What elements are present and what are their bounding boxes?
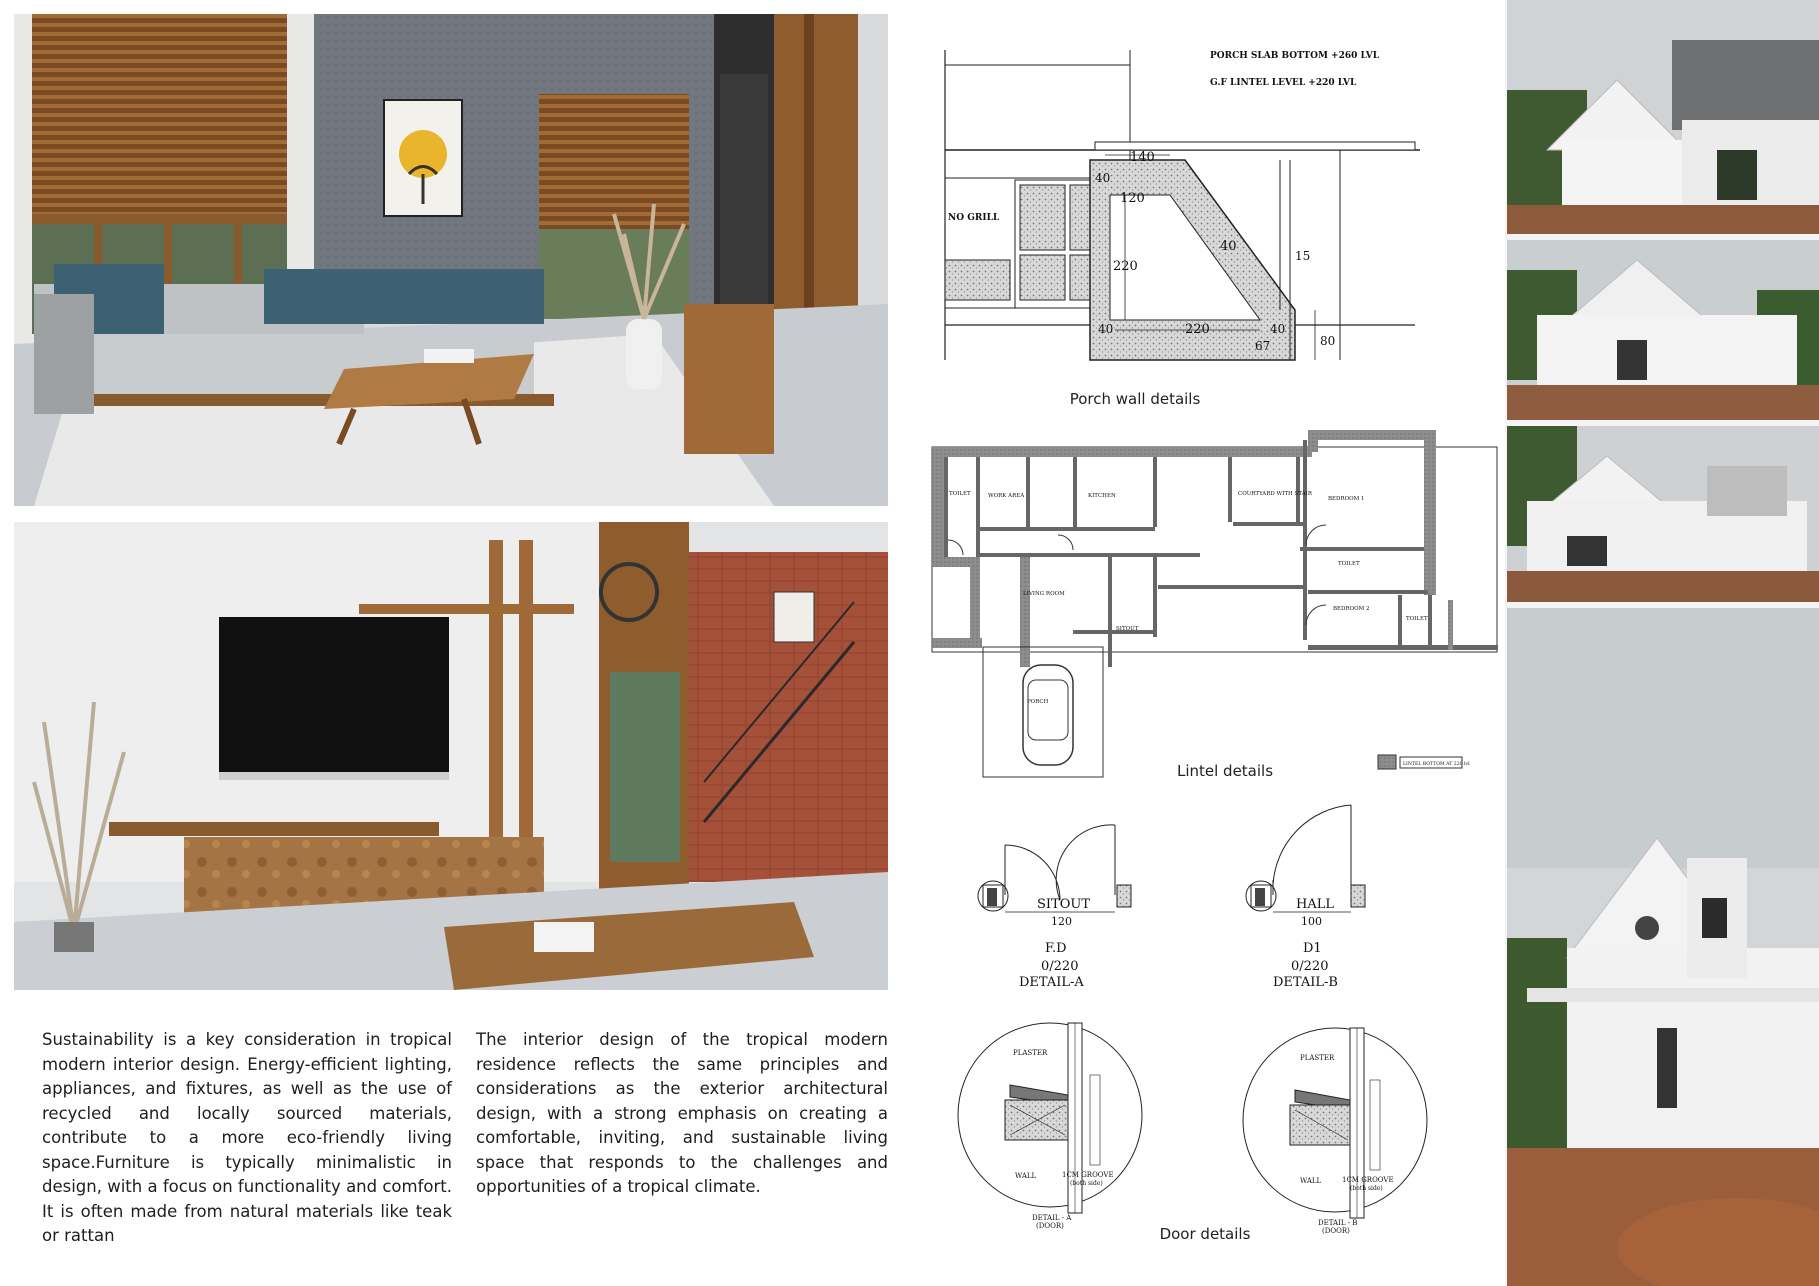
- site-photo-3: [1507, 426, 1819, 602]
- door-b-width: 100: [1301, 915, 1322, 928]
- porch-slab-label: PORCH SLAB BOTTOM +260 LVL: [1210, 51, 1380, 61]
- room-porch: PORCH: [1027, 699, 1049, 705]
- paragraph-interior-design: The interior design of the tropical modern residence reflects the same principles and considerations as the exterior architectural design, with a strong emphasis on creating a comfortable, inviting, and sustainable living space that responds to the challenges and opportunities of a tropical climate.: [476, 1030, 888, 1196]
- living-room-render: [14, 14, 888, 506]
- room-living: LIVING ROOM: [1023, 591, 1065, 597]
- lintel-legend-label: LINTEL BOTTOM AT 220 lvl: [1403, 762, 1470, 767]
- room-bedroom-2: BEDROOM 2: [1333, 606, 1370, 612]
- door-a-detail: DETAIL-A: [1019, 975, 1084, 990]
- door-details-caption: Door details: [1159, 1225, 1251, 1243]
- no-grill-label: NO GRILL: [948, 213, 1000, 223]
- door-b-room: HALL: [1296, 897, 1334, 912]
- section-b-plaster: PLASTER: [1300, 1054, 1335, 1062]
- door-a-room: SITOUT: [1037, 897, 1090, 912]
- room-toilet-1: TOILET: [949, 491, 971, 497]
- dim-67: 67: [1255, 339, 1271, 353]
- room-work-area: WORK AREA: [988, 493, 1025, 499]
- lintel-caption: Lintel details: [1176, 762, 1274, 780]
- door-b-detail: DETAIL-B: [1273, 975, 1338, 990]
- section-a-caption-sub: (DOOR): [1036, 1222, 1064, 1230]
- paragraph-sustainability: Sustainability is a key consideration in tropical modern interior design. Energy-efficient lighting, appliances, and fixtures, as well as the use of recycled and locally sourced materials, contribute to a more eco-friendly living space.Furniture is typically minimalistic in design, with a focus on functionality and comfort. It is often made from natural materials like teak or rattan: [42, 1030, 452, 1245]
- room-sitout: SITOUT: [1116, 626, 1139, 632]
- site-photo-1: [1507, 0, 1819, 234]
- site-photo-2: [1507, 240, 1819, 420]
- section-a-plaster: PLASTER: [1013, 1049, 1048, 1057]
- porch-wall-drawing: [930, 30, 1450, 410]
- door-section-drawing: [950, 1015, 1430, 1235]
- section-b-caption-sub: (DOOR): [1322, 1227, 1350, 1235]
- door-a-code: F.D: [1045, 941, 1067, 956]
- door-b-size: 0/220: [1291, 959, 1329, 974]
- section-b-caption: DETAIL - B: [1318, 1219, 1358, 1227]
- tv-room-render: [14, 522, 888, 990]
- dim-220-horiz: 220: [1185, 322, 1210, 337]
- dim-40-top: 40: [1095, 171, 1111, 185]
- door-b-code: D1: [1303, 941, 1322, 956]
- section-a-caption: DETAIL - A: [1032, 1214, 1072, 1222]
- dim-220-vert: 220: [1113, 259, 1138, 274]
- lintel-plan-drawing: [928, 425, 1503, 785]
- section-a-groove-sub: (both side): [1070, 1180, 1103, 1187]
- dim-120: 120: [1120, 191, 1145, 206]
- section-a-groove: 1CM GROOVE: [1062, 1171, 1114, 1179]
- dim-140: 140: [1130, 150, 1155, 165]
- room-toilet-2: TOILET: [1338, 561, 1360, 567]
- section-a-wall: WALL: [1015, 1172, 1037, 1180]
- door-a-size: 0/220: [1041, 959, 1079, 974]
- dim-80: 80: [1320, 334, 1336, 348]
- dim-40-diag: 40: [1220, 239, 1237, 254]
- door-plan-drawing: [975, 800, 1375, 1000]
- porch-wall-caption: Porch wall details: [1069, 390, 1201, 408]
- dim-40-left: 40: [1098, 322, 1114, 336]
- room-bedroom-1: BEDROOM 1: [1328, 496, 1365, 502]
- door-a-width: 120: [1051, 915, 1072, 928]
- room-courtyard: COURTYARD WITH STAIR: [1238, 491, 1313, 497]
- site-photo-4: [1507, 608, 1819, 1286]
- section-b-groove-sub: (both side): [1350, 1185, 1383, 1192]
- section-b-groove: 1CM GROOVE: [1342, 1176, 1394, 1184]
- section-b-wall: WALL: [1300, 1177, 1322, 1185]
- dim-15: 15: [1295, 249, 1311, 263]
- dim-40-right: 40: [1270, 322, 1286, 336]
- room-toilet-3: TOILET: [1406, 616, 1428, 622]
- lintel-level-label: G.F LINTEL LEVEL +220 LVL: [1210, 78, 1357, 88]
- room-kitchen: KITCHEN: [1088, 493, 1116, 499]
